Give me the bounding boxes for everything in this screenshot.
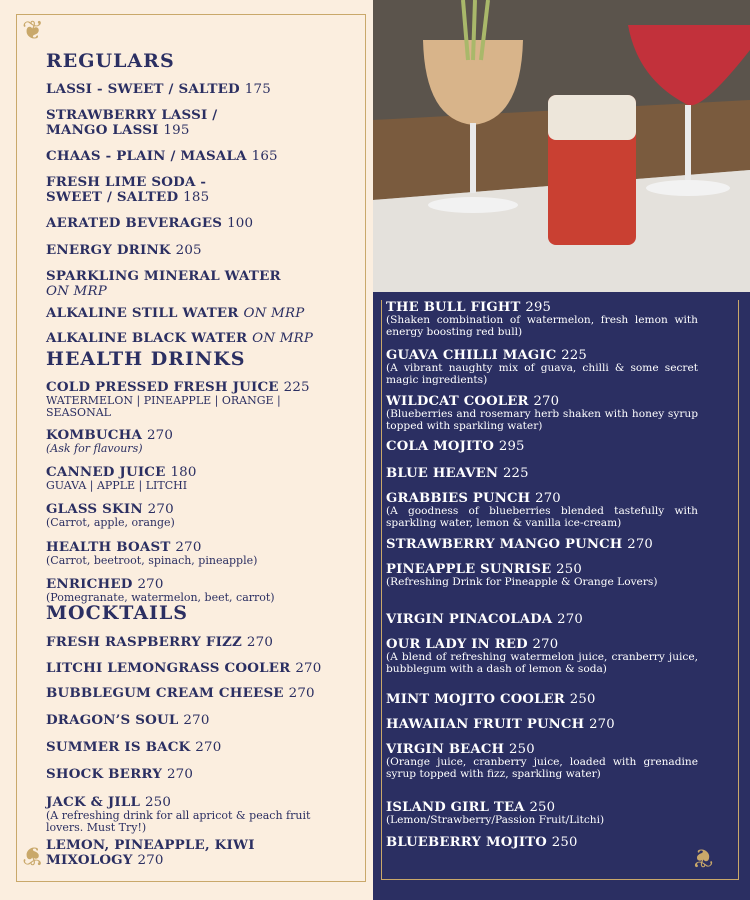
menu-item: ISLAND GIRL TEA 250 (Lemon/Strawberry/Passion Fruit/Litchi)	[386, 800, 605, 826]
menu-item: FRESH RASPBERRY FIZZ 270	[46, 634, 274, 650]
menu-item: VIRGIN PINACOLADA 270	[386, 612, 583, 627]
drinks-photo	[373, 0, 750, 292]
menu-item: PINEAPPLE SUNRISE 250 (Refreshing Drink for Pineapple & Orange Lovers)	[386, 562, 658, 588]
menu-item: GLASS SKIN 270 (Carrot, apple, orange)	[46, 501, 175, 529]
menu-item: STRAWBERRY LASSI / MANGO LASSI 195	[46, 107, 218, 138]
menu-item: WILDCAT COOLER 270 (Blueberries and rosemary herb shaken with honey syrup topped with sparkling water)	[386, 394, 698, 432]
menu-item: BLUE HEAVEN 225	[386, 466, 529, 481]
menu-item: ENERGY DRINK 205	[46, 242, 202, 258]
menu-item: BLUEBERRY MOJITO 250	[386, 835, 578, 850]
section-title-health-drinks: HEALTH DRINKS	[46, 348, 246, 370]
drinks-illustration	[373, 0, 750, 292]
menu-item: DRAGON’S SOUL 270	[46, 712, 210, 728]
menu-item: FRESH LIME SODA - SWEET / SALTED 185	[46, 174, 210, 205]
menu-item: HAWAIIAN FRUIT PUNCH 270	[386, 717, 615, 732]
menu-item: LITCHI LEMONGRASS COOLER 270	[46, 660, 322, 676]
menu-item: GUAVA CHILLI MAGIC 225 (A vibrant naughty mix of guava, chilli & some secret magic ingredients)	[386, 348, 698, 386]
menu-item: AERATED BEVERAGES 100	[46, 215, 254, 231]
menu-item: ALKALINE STILL WATER ON MRP	[46, 305, 305, 321]
menu-item: STRAWBERRY MANGO PUNCH 270	[386, 537, 654, 552]
ornament-corner-icon: ❦	[22, 16, 44, 46]
menu-item: JACK & JILL 250 (A refreshing drink for all apricot & peach fruit lovers. Must Try!)	[46, 794, 311, 834]
menu-item: SUMMER IS BACK 270	[46, 739, 222, 755]
menu-item: GRABBIES PUNCH 270 (A goodness of blueberries blended tastefully with sparkling water, lemon & vanilla ice-cream)	[386, 491, 698, 529]
menu-item: BUBBLEGUM CREAM CHEESE 270	[46, 685, 315, 701]
menu-item: SHOCK BERRY 270	[46, 766, 194, 782]
menu-item: ALKALINE BLACK WATER ON MRP	[46, 330, 314, 346]
ornament-corner-icon: ❦	[692, 842, 714, 872]
ornament-corner-icon: ❦	[22, 840, 44, 870]
section-title-mocktails: MOCKTAILS	[46, 602, 189, 624]
menu-item: COLA MOJITO 295	[386, 439, 525, 454]
menu-item: MINT MOJITO COOLER 250	[386, 692, 596, 707]
menu-item: VIRGIN BEACH 250 (Orange juice, cranberry juice, loaded with grenadine syrup topped with fizz, sparkling water)	[386, 742, 698, 780]
menu-item: CANNED JUICE 180 GUAVA | APPLE | LITCHI	[46, 464, 197, 492]
menu-item: HEALTH BOAST 270 (Carrot, beetroot, spinach, pineapple)	[46, 539, 258, 567]
menu-item: THE BULL FIGHT 295 (Shaken combination of watermelon, fresh lemon with energy boosting red bull)	[386, 300, 698, 338]
menu-item: CHAAS - PLAIN / MASALA 165	[46, 148, 278, 164]
right-frame	[381, 300, 739, 880]
menu-item: COLD PRESSED FRESH JUICE 225 WATERMELON | PINEAPPLE | ORANGE | SEASONAL	[46, 379, 310, 419]
menu-item: SPARKLING MINERAL WATER ON MRP	[46, 268, 281, 299]
section-title-regulars: REGULARS	[46, 50, 175, 72]
menu-item: ENRICHED 270 (Pomegranate, watermelon, beet, carrot)	[46, 576, 275, 604]
menu-item: LEMON, PINEAPPLE, KIWI MIXOLOGY 270	[46, 837, 255, 868]
menu-item: OUR LADY IN RED 270 (A blend of refreshing watermelon juice, cranberry juice, bubblegum with a dash of lemon & soda)	[386, 637, 698, 675]
menu-item: LASSI - SWEET / SALTED 175	[46, 81, 271, 97]
menu-item: KOMBUCHA 270 (Ask for flavours)	[46, 427, 174, 455]
